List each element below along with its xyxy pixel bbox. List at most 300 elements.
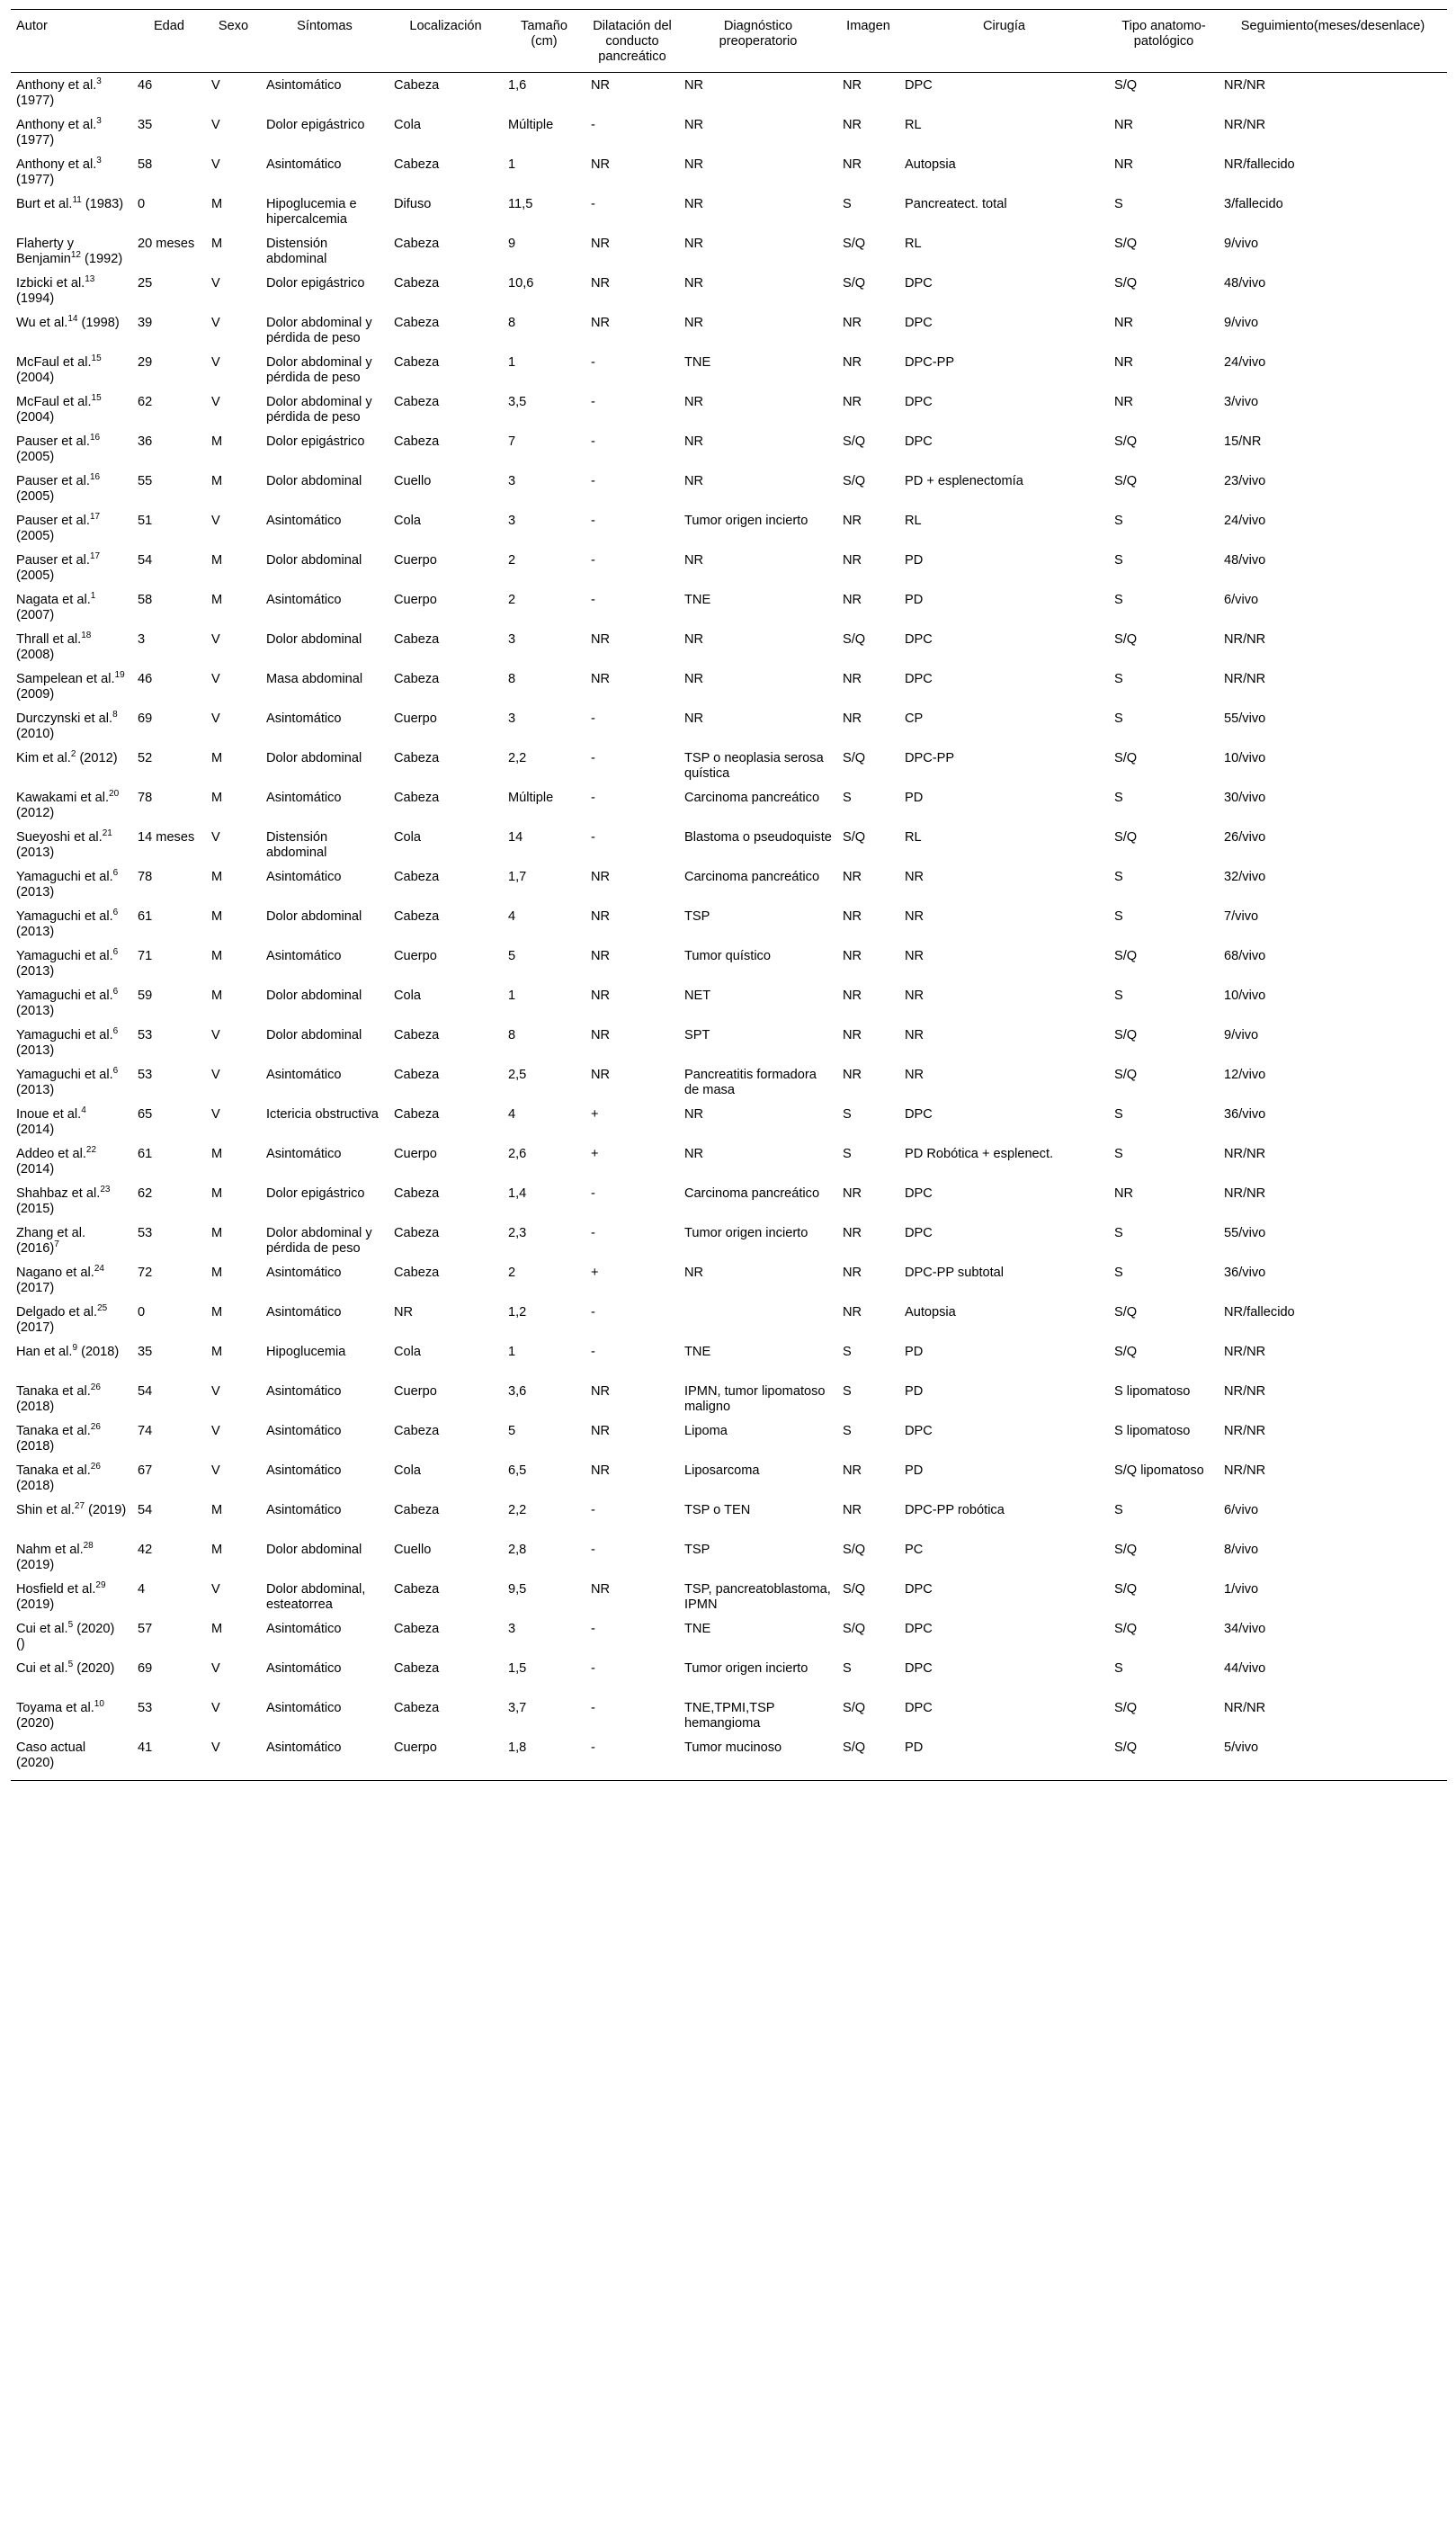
cell-pathology: S/Q: [1109, 1735, 1219, 1781]
cell-age: 29: [138, 355, 153, 370]
header-cirugia: Cirugía: [899, 10, 1109, 73]
cell-surgery: PC: [905, 1543, 924, 1557]
cell-imaging: NR: [843, 672, 862, 686]
cell-author: [11, 1260, 132, 1300]
cell-symptoms: Dolor abdominal: [266, 1028, 362, 1042]
table-row: [11, 1102, 1447, 1141]
cell-author: [11, 271, 132, 310]
cell-size: 3,7: [508, 1701, 527, 1715]
header-dilatacion: Dilatación del conducto pancreático: [585, 10, 679, 73]
author-name: Anthony et al.: [16, 78, 97, 93]
cell-size: 14: [508, 830, 523, 845]
cell-preop-diagnosis: NR: [684, 434, 704, 449]
cell-preop-diagnosis: Tumor origen incierto: [684, 1661, 808, 1676]
cell-dilation: -: [591, 711, 595, 726]
cell-surgery: Pancreatect. total: [905, 197, 1007, 211]
table-row: [11, 1339, 1447, 1379]
cell-author: [11, 785, 132, 825]
cell-symptoms: Dolor abdominal y pérdida de peso: [266, 395, 372, 425]
reference-number: 1: [90, 591, 96, 601]
cell-age: 53: [138, 1226, 153, 1240]
cell-age: 35: [138, 1345, 153, 1359]
cell-location: Cabeza: [394, 78, 440, 93]
cell-author: [11, 1695, 132, 1735]
cell-surgery: PD: [905, 1384, 924, 1399]
header-sexo: Sexo: [206, 10, 261, 73]
cell-dilation: -: [591, 197, 595, 211]
reference-number: 17: [89, 551, 101, 561]
reference-number: 3: [96, 76, 102, 86]
reference-number: 5: [67, 1660, 74, 1669]
cell-author: [11, 1221, 132, 1260]
cell-followup: NR/NR: [1224, 1345, 1266, 1359]
cell-surgery: DPC-PP subtotal: [905, 1266, 1005, 1280]
cell-symptoms: Asintomático: [266, 1463, 342, 1478]
cell-age: 39: [138, 316, 153, 330]
cell-dilation: NR: [591, 1068, 611, 1082]
cell-sex: M: [211, 237, 223, 251]
reference-number: 2: [70, 749, 76, 759]
cell-sex: M: [211, 1345, 223, 1359]
cell-location: Cabeza: [394, 1028, 440, 1042]
cell-age: 61: [138, 909, 153, 924]
table-row: [11, 785, 1447, 825]
table-row: [11, 1300, 1447, 1339]
cell-location: Cuerpo: [394, 949, 437, 963]
author-name: Inoue et al.: [16, 1107, 82, 1122]
cell-followup: 36/vivo: [1224, 1266, 1266, 1280]
cell-size: 3: [508, 1622, 516, 1636]
author-year: (2012): [76, 751, 118, 765]
cell-followup: NR/fallecido: [1224, 157, 1295, 172]
author-name: Pauser et al.: [16, 434, 90, 449]
cell-age: 65: [138, 1107, 153, 1122]
author-name: McFaul et al.: [16, 395, 92, 409]
cell-size: 2: [508, 1266, 516, 1280]
cell-imaging: NR: [843, 711, 862, 726]
cell-pathology: S/Q: [1114, 474, 1138, 488]
reference-number: 19: [114, 670, 125, 680]
author-name: Yamaguchi et al.: [16, 909, 113, 924]
cell-age: 55: [138, 474, 153, 488]
cell-author: [11, 508, 132, 548]
author-name: Tanaka et al.: [16, 1463, 91, 1478]
reference-number: 9: [72, 1343, 78, 1353]
cell-surgery: DPC-PP: [905, 355, 955, 370]
cell-surgery: DPC: [905, 78, 933, 93]
table-body: [11, 73, 1447, 1781]
cell-size: 1: [508, 1345, 516, 1359]
cell-followup: NR/NR: [1224, 78, 1266, 93]
cell-pathology: S lipomatoso: [1114, 1424, 1191, 1438]
cell-symptoms: Asintomático: [266, 1305, 342, 1320]
cell-surgery: RL: [905, 237, 922, 251]
cell-age: 72: [138, 1266, 153, 1280]
author-year: (2015): [16, 1202, 55, 1216]
author-year: (1977): [16, 133, 55, 148]
cell-size: 3,6: [508, 1384, 527, 1399]
cell-pathology: NR: [1114, 355, 1134, 370]
cell-preop-diagnosis: TNE: [684, 593, 711, 607]
cell-author: [11, 667, 132, 706]
table-row: [11, 706, 1447, 746]
table-row: [11, 1656, 1447, 1695]
cell-followup: NR/NR: [1224, 1701, 1266, 1715]
cell-sex: V: [211, 1661, 220, 1676]
cell-author: [11, 1735, 132, 1781]
cell-age: 58: [138, 157, 153, 172]
cell-age: 69: [138, 711, 153, 726]
cell-symptoms: Asintomático: [261, 1735, 389, 1781]
cell-location: Cabeza: [394, 276, 440, 291]
cell-sex: M: [211, 1226, 223, 1240]
cell-location: Cabeza: [394, 1661, 440, 1676]
cell-symptoms: Asintomático: [266, 1068, 342, 1082]
cell-followup: 1/vivo: [1224, 1582, 1259, 1597]
cell-age: 74: [138, 1424, 153, 1438]
header-localizacion: Localización: [389, 10, 503, 73]
reference-number: 24: [94, 1264, 104, 1274]
reference-number: 7: [54, 1239, 59, 1249]
cell-age: 0: [138, 197, 146, 211]
cell-surgery: NR: [905, 989, 925, 1003]
table-row: [11, 1062, 1447, 1102]
cell-imaging: S/Q: [843, 1543, 866, 1557]
author-name: Cui et al.: [16, 1622, 68, 1636]
cell-location: Cuerpo: [394, 1384, 437, 1399]
cell-surgery: PD: [899, 1735, 1109, 1781]
cell-imaging: NR: [843, 316, 862, 330]
cell-pathology: S: [1114, 870, 1123, 884]
cell-pathology: NR: [1114, 1186, 1134, 1201]
cell-followup: NR/NR: [1224, 672, 1266, 686]
author-name: Yamaguchi et al.: [16, 1028, 113, 1042]
cell-age: 51: [138, 514, 153, 528]
reference-number: 3: [96, 116, 102, 126]
author-year: (2008): [16, 648, 55, 662]
author-name: Caso actual (2020): [16, 1740, 86, 1770]
cell-size: 3: [508, 632, 516, 647]
reference-number: 16: [89, 472, 101, 482]
cell-preop-diagnosis: NR: [684, 1107, 704, 1122]
author-year: (2013): [16, 1004, 55, 1018]
table-row: [11, 983, 1447, 1023]
cell-preop-diagnosis: NR: [684, 78, 704, 93]
cell-symptoms: Dolor abdominal, esteatorrea: [266, 1582, 366, 1612]
author-name: Nagano et al.: [16, 1266, 94, 1280]
cell-sex: M: [211, 434, 223, 449]
cell-size: 1: [508, 355, 516, 370]
cell-surgery: NR: [905, 870, 925, 884]
cell-location: Cabeza: [394, 1582, 440, 1597]
cell-followup: 23/vivo: [1224, 474, 1266, 488]
cell-symptoms: Asintomático: [266, 711, 342, 726]
cell-followup: 44/vivo: [1224, 1661, 1266, 1676]
cell-size: 5: [508, 949, 516, 963]
table-row: [11, 1695, 1447, 1735]
author-year: (2018): [16, 1479, 55, 1493]
cell-age: 67: [138, 1463, 153, 1478]
cell-preop-diagnosis: NR: [684, 553, 704, 568]
cell-imaging: NR: [843, 355, 862, 370]
cell-author: [11, 112, 132, 152]
author-name: Yamaguchi et al.: [16, 870, 113, 884]
cell-followup: 36/vivo: [1224, 1107, 1266, 1122]
cell-size: 5: [508, 1424, 516, 1438]
cell-age: 0: [138, 1305, 146, 1320]
cell-surgery: PD: [905, 593, 924, 607]
cell-location: Cuello: [394, 1543, 432, 1557]
cell-followup: 15/NR: [1224, 434, 1262, 449]
cell-author: [11, 231, 132, 271]
cell-author: [11, 1379, 132, 1418]
cell-dilation: -: [591, 1543, 595, 1557]
table-row: [11, 1379, 1447, 1418]
author-year: (2013): [16, 1043, 55, 1058]
header-tamano: Tamaño (cm): [503, 10, 585, 73]
cell-symptoms: Asintomático: [266, 1661, 342, 1676]
cell-imaging: NR: [843, 1068, 862, 1082]
cell-preop-diagnosis: NR: [684, 632, 704, 647]
reference-number: 10: [94, 1699, 104, 1709]
cell-author: [11, 73, 132, 113]
cell-surgery: PD: [905, 553, 924, 568]
table-row: [11, 825, 1447, 864]
cell-sex: V: [211, 1582, 220, 1597]
cell-imaging: NR: [843, 553, 862, 568]
cell-sex: V: [211, 355, 220, 370]
reference-number: 13: [85, 274, 95, 284]
reference-number: 18: [81, 631, 92, 640]
author-name: Yamaguchi et al.: [16, 1068, 113, 1082]
cell-age: 53: [138, 1701, 153, 1715]
cell-dilation: NR: [591, 1463, 611, 1478]
table-row: [11, 627, 1447, 667]
cell-imaging: NR: [843, 989, 862, 1003]
cell-pathology: S/Q: [1114, 1543, 1138, 1557]
cell-sex: V: [211, 1701, 220, 1715]
cell-symptoms: Hipoglucemia: [266, 1345, 346, 1359]
cell-symptoms: Asintomático: [266, 1503, 342, 1517]
cell-preop-diagnosis: Blastoma o pseudoquiste: [684, 830, 832, 845]
cell-preop-diagnosis: TNE,TPMI,TSP hemangioma: [684, 1701, 775, 1731]
cell-followup: 10/vivo: [1224, 989, 1266, 1003]
cell-preop-diagnosis: NR: [684, 672, 704, 686]
cell-followup: 12/vivo: [1224, 1068, 1266, 1082]
case-series-table: [11, 9, 1447, 1781]
cell-dilation: -: [591, 514, 595, 528]
cell-followup: 10/vivo: [1224, 751, 1266, 765]
cell-age: 35: [138, 118, 153, 132]
cell-sex: M: [211, 197, 223, 211]
cell-pathology: S: [1114, 989, 1123, 1003]
cell-sex: V: [211, 1107, 220, 1122]
cell-symptoms: Asintomático: [266, 593, 342, 607]
cell-size: 1,8: [503, 1735, 585, 1781]
cell-author: [11, 469, 132, 508]
table-row: [11, 1458, 1447, 1498]
cell-age: 61: [138, 1147, 153, 1161]
cell-size: 6,5: [508, 1463, 527, 1478]
reference-number: 28: [83, 1541, 94, 1551]
table-row: [11, 864, 1447, 904]
cell-sex: M: [211, 791, 223, 805]
cell-location: Cuerpo: [394, 553, 437, 568]
table-row: [11, 746, 1447, 785]
author-year: (2010): [16, 727, 55, 741]
cell-symptoms: Asintomático: [266, 157, 342, 172]
cell-preop-diagnosis: NR: [684, 711, 704, 726]
cell-preop-diagnosis: Carcinoma pancreático: [684, 1186, 820, 1201]
author-year: (2009): [16, 687, 55, 702]
author-year: (1992): [80, 252, 123, 266]
author-name: Izbicki et al.: [16, 276, 85, 291]
cell-dilation: NR: [591, 672, 611, 686]
cell-surgery: DPC: [905, 632, 933, 647]
cell-imaging: NR: [843, 157, 862, 172]
cell-preop-diagnosis: NR: [684, 1147, 704, 1161]
table-row: [11, 350, 1447, 389]
cell-followup: 24/vivo: [1224, 355, 1266, 370]
cell-dilation: +: [591, 1147, 599, 1161]
cell-dilation: NR: [591, 78, 611, 93]
cell-pathology: S/Q: [1114, 1305, 1138, 1320]
cell-followup: NR/NR: [1224, 1463, 1266, 1478]
reference-number: 12: [70, 250, 81, 260]
author-year: (2019): [85, 1503, 127, 1517]
reference-number: 26: [90, 1462, 101, 1472]
cell-author: [11, 1102, 132, 1141]
cell-preop-diagnosis: [679, 1300, 837, 1339]
cell-symptoms: Dolor epigástrico: [266, 118, 365, 132]
cell-sex: V: [211, 276, 220, 291]
cell-size: 9: [508, 237, 516, 251]
author-name: Pauser et al.: [16, 474, 90, 488]
reference-number: 26: [90, 1382, 101, 1392]
table-row: [11, 73, 1447, 113]
cell-sex: V: [211, 157, 220, 172]
reference-number: 23: [100, 1185, 111, 1194]
reference-number: 22: [85, 1145, 97, 1155]
header-imagen: Imagen: [837, 10, 899, 73]
cell-pathology: S/Q: [1114, 1028, 1138, 1042]
cell-sex: V: [211, 1384, 220, 1399]
author-year: (2012): [16, 806, 55, 820]
cell-sex: M: [211, 1543, 223, 1557]
cell-location: Cabeza: [394, 1424, 440, 1438]
cell-surgery: DPC: [905, 1661, 933, 1676]
cell-symptoms: Dolor abdominal: [266, 909, 362, 924]
cell-surgery: DPC: [905, 1226, 933, 1240]
author-name: McFaul et al.: [16, 355, 92, 370]
cell-location: Cuerpo: [389, 1735, 503, 1781]
cell-age: 54: [138, 553, 153, 568]
cell-dilation: -: [591, 1622, 595, 1636]
cell-dilation: -: [591, 118, 595, 132]
cell-pathology: S/Q: [1114, 751, 1138, 765]
cell-followup: 5/vivo: [1219, 1735, 1447, 1781]
cell-size: 8: [508, 672, 516, 686]
cell-pathology: S/Q: [1114, 276, 1138, 291]
cell-sex: V: [211, 1463, 220, 1478]
cell-age: 78: [138, 791, 153, 805]
cell-symptoms: Dolor abdominal y pérdida de peso: [266, 355, 372, 385]
author-year: (2013): [16, 885, 55, 899]
cell-preop-diagnosis: NET: [684, 989, 711, 1003]
cell-followup: 30/vivo: [1224, 791, 1266, 805]
cell-dilation: NR: [591, 870, 611, 884]
cell-sex: M: [211, 553, 223, 568]
cell-author: [11, 1062, 132, 1102]
cell-location: Cabeza: [394, 1107, 440, 1122]
cell-size: 11,5: [508, 197, 533, 211]
cell-symptoms: Asintomático: [266, 1424, 342, 1438]
cell-preop-diagnosis: Tumor origen incierto: [684, 514, 808, 528]
cell-pathology: S: [1114, 1226, 1123, 1240]
cell-location: Cabeza: [394, 672, 440, 686]
cell-sex: V: [211, 78, 220, 93]
cell-preop-diagnosis: Carcinoma pancreático: [684, 870, 820, 884]
cell-location: Cabeza: [394, 1701, 440, 1715]
cell-pathology: S/Q: [1114, 1068, 1138, 1082]
table-row: [11, 587, 1447, 627]
cell-size: 7: [508, 434, 516, 449]
cell-symptoms: Asintomático: [266, 1384, 342, 1399]
cell-location: Cuerpo: [394, 1147, 437, 1161]
cell-location: Cabeza: [394, 355, 440, 370]
cell-sex: M: [211, 989, 223, 1003]
author-name: Nahm et al.: [16, 1543, 84, 1557]
cell-location: Cabeza: [394, 1068, 440, 1082]
cell-author: [11, 1616, 132, 1656]
cell-followup: 6/vivo: [1224, 593, 1259, 607]
cell-size: 3: [508, 474, 516, 488]
table-row: [11, 548, 1447, 587]
cell-pathology: S/Q: [1114, 1582, 1138, 1597]
cell-symptoms: Distensión abdominal: [266, 237, 328, 266]
cell-preop-diagnosis: IPMN, tumor lipomatoso maligno: [684, 1384, 826, 1414]
cell-symptoms: Asintomático: [266, 791, 342, 805]
cell-age: 36: [138, 434, 153, 449]
cell-followup: NR/NR: [1224, 632, 1266, 647]
cell-pathology: S: [1114, 791, 1123, 805]
table-row: [11, 271, 1447, 310]
cell-surgery: NR: [905, 909, 925, 924]
cell-age: 53: [138, 1068, 153, 1082]
cell-symptoms: Dolor epigástrico: [266, 434, 365, 449]
cell-dilation: -: [591, 1701, 595, 1715]
cell-location: Cabeza: [394, 1226, 440, 1240]
cell-location: Cola: [394, 830, 422, 845]
cell-dilation: -: [591, 355, 595, 370]
cell-followup: NR/NR: [1224, 1424, 1266, 1438]
cell-symptoms: Asintomático: [266, 78, 342, 93]
cell-size: 1,6: [508, 78, 527, 93]
cell-preop-diagnosis: TSP: [684, 1543, 710, 1557]
cell-location: Cabeza: [394, 1186, 440, 1201]
cell-location: Cuerpo: [394, 593, 437, 607]
cell-imaging: S: [843, 1661, 852, 1676]
cell-imaging: S: [843, 1345, 852, 1359]
cell-location: Cabeza: [394, 434, 440, 449]
cell-imaging: S/Q: [843, 276, 866, 291]
cell-surgery: DPC: [905, 276, 933, 291]
cell-author: [11, 310, 132, 350]
cell-size: 2,3: [508, 1226, 527, 1240]
cell-location: Cola: [394, 1463, 422, 1478]
cell-location: Cabeza: [394, 1503, 440, 1517]
cell-pathology: NR: [1114, 316, 1134, 330]
